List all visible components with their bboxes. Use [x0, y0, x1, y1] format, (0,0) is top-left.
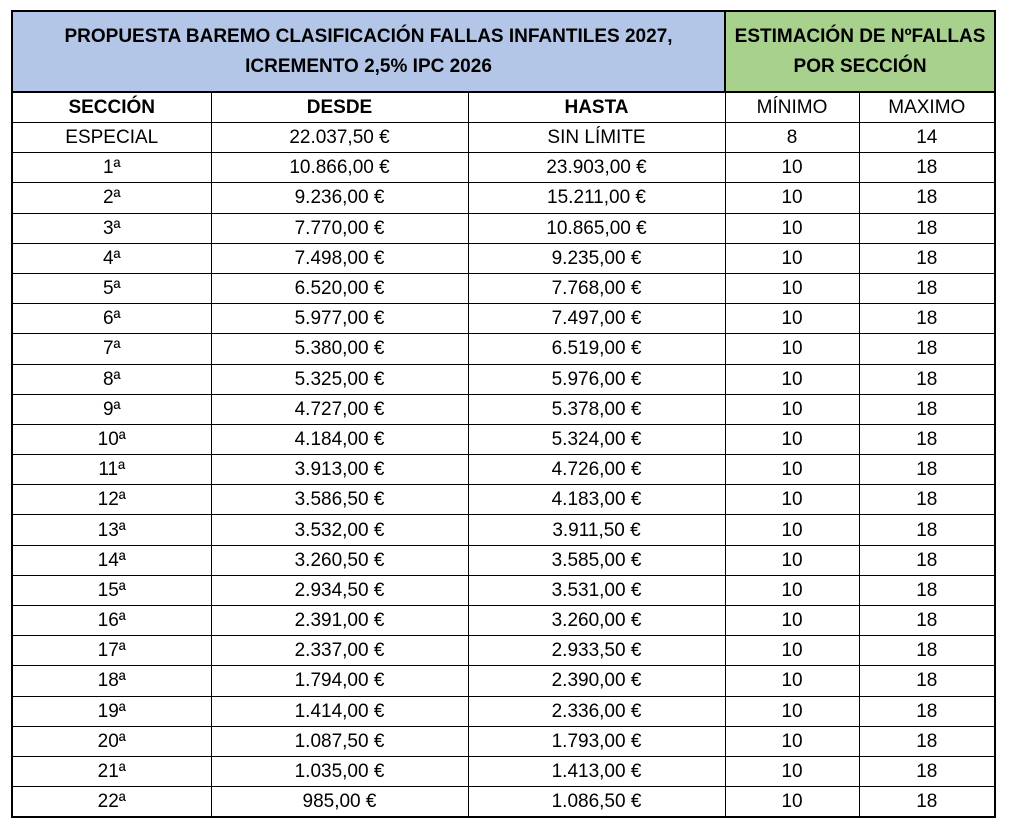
table-body: [12, 123, 995, 818]
table-row: [12, 696, 995, 726]
cell-hasta[interactable]: 23.903,00 €: [468, 153, 725, 183]
table-row: [12, 606, 995, 636]
table-row: [12, 787, 995, 818]
cell-hasta[interactable]: 5.324,00 €: [468, 424, 725, 454]
header-desde[interactable]: DESDE: [211, 92, 468, 123]
estimate-title-cell[interactable]: [725, 11, 995, 92]
cell-hasta[interactable]: 7.497,00 €: [468, 304, 725, 334]
cell-maximo[interactable]: 14: [859, 123, 995, 153]
cell-maximo[interactable]: 18: [859, 545, 995, 575]
cell-seccion[interactable]: 21ª: [12, 756, 211, 786]
estimate-title-line2: POR SECCIÓN: [793, 55, 927, 77]
cell-minimo[interactable]: 10: [725, 636, 859, 666]
cell-maximo[interactable]: 18: [859, 243, 995, 273]
table-row: [12, 304, 995, 334]
cell-desde[interactable]: 6.520,00 €: [211, 273, 468, 303]
cell-desde[interactable]: 7.770,00 €: [211, 213, 468, 243]
cell-desde[interactable]: 2.934,50 €: [211, 575, 468, 605]
cell-minimo[interactable]: 10: [725, 696, 859, 726]
cell-minimo[interactable]: 10: [725, 183, 859, 213]
table-row: [12, 636, 995, 666]
cell-desde[interactable]: 1.087,50 €: [211, 726, 468, 756]
cell-maximo[interactable]: 18: [859, 424, 995, 454]
cell-maximo[interactable]: 18: [859, 485, 995, 515]
cell-seccion[interactable]: 20ª: [12, 726, 211, 756]
table-row: [12, 455, 995, 485]
table-title-cell[interactable]: [12, 11, 725, 92]
table-row: [12, 153, 995, 183]
cell-desde[interactable]: 1.414,00 €: [211, 696, 468, 726]
cell-minimo[interactable]: 10: [725, 575, 859, 605]
table-row: [12, 213, 995, 243]
cell-minimo[interactable]: 10: [725, 787, 859, 818]
cell-desde[interactable]: 5.977,00 €: [211, 304, 468, 334]
cell-hasta[interactable]: 3.260,00 €: [468, 606, 725, 636]
cell-seccion[interactable]: 10ª: [12, 424, 211, 454]
cell-desde[interactable]: 4.184,00 €: [211, 424, 468, 454]
table-row: [12, 273, 995, 303]
cell-hasta[interactable]: 7.768,00 €: [468, 273, 725, 303]
cell-minimo[interactable]: 10: [725, 213, 859, 243]
cell-hasta[interactable]: 9.235,00 €: [468, 243, 725, 273]
estimate-title-line1: ESTIMACIÓN DE NºFALLAS: [734, 25, 986, 47]
cell-maximo[interactable]: 18: [859, 304, 995, 334]
table-row: [12, 756, 995, 786]
cell-desde[interactable]: 3.586,50 €: [211, 485, 468, 515]
table-row: [12, 394, 995, 424]
cell-minimo[interactable]: 10: [725, 606, 859, 636]
cell-maximo[interactable]: 18: [859, 756, 995, 786]
header-row: [12, 92, 995, 123]
cell-seccion[interactable]: 17ª: [12, 636, 211, 666]
cell-desde[interactable]: 9.236,00 €: [211, 183, 468, 213]
cell-hasta[interactable]: SIN LÍMITE: [468, 123, 725, 153]
cell-minimo[interactable]: 10: [725, 455, 859, 485]
cell-maximo[interactable]: 18: [859, 726, 995, 756]
table-title-line2: ICREMENTO 2,5% IPC 2026: [245, 55, 492, 77]
header-minimo[interactable]: MÍNIMO: [725, 92, 859, 123]
cell-minimo[interactable]: 10: [725, 364, 859, 394]
cell-minimo[interactable]: 10: [725, 273, 859, 303]
cell-seccion[interactable]: 1ª: [12, 153, 211, 183]
cell-hasta[interactable]: 2.336,00 €: [468, 696, 725, 726]
cell-maximo[interactable]: 18: [859, 213, 995, 243]
cell-maximo[interactable]: 18: [859, 575, 995, 605]
table-row: [12, 123, 995, 153]
title-row: [12, 11, 995, 92]
cell-hasta[interactable]: 5.378,00 €: [468, 394, 725, 424]
cell-desde[interactable]: 7.498,00 €: [211, 243, 468, 273]
cell-seccion[interactable]: 18ª: [12, 666, 211, 696]
cell-maximo[interactable]: 18: [859, 696, 995, 726]
table-row: [12, 424, 995, 454]
cell-hasta[interactable]: 4.183,00 €: [468, 485, 725, 515]
cell-minimo[interactable]: 10: [725, 756, 859, 786]
cell-maximo[interactable]: 18: [859, 636, 995, 666]
cell-hasta[interactable]: 15.211,00 €: [468, 183, 725, 213]
cell-hasta[interactable]: 2.933,50 €: [468, 636, 725, 666]
cell-desde[interactable]: 2.337,00 €: [211, 636, 468, 666]
header-maximo[interactable]: MAXIMO: [859, 92, 995, 123]
cell-minimo[interactable]: 10: [725, 153, 859, 183]
cell-hasta[interactable]: 10.865,00 €: [468, 213, 725, 243]
table-row: [12, 364, 995, 394]
cell-maximo[interactable]: 18: [859, 364, 995, 394]
table-row: [12, 666, 995, 696]
cell-seccion[interactable]: ESPECIAL: [12, 123, 211, 153]
cell-hasta[interactable]: 4.726,00 €: [468, 455, 725, 485]
cell-seccion[interactable]: 15ª: [12, 575, 211, 605]
cell-maximo[interactable]: 18: [859, 394, 995, 424]
cell-minimo[interactable]: 10: [725, 545, 859, 575]
cell-seccion[interactable]: 16ª: [12, 606, 211, 636]
cell-maximo[interactable]: 18: [859, 273, 995, 303]
cell-desde[interactable]: 3.532,00 €: [211, 515, 468, 545]
table-row: [12, 183, 995, 213]
cell-seccion[interactable]: 2ª: [12, 183, 211, 213]
cell-maximo[interactable]: 18: [859, 606, 995, 636]
cell-hasta[interactable]: 2.390,00 €: [468, 666, 725, 696]
cell-desde[interactable]: 4.727,00 €: [211, 394, 468, 424]
cell-minimo[interactable]: 10: [725, 394, 859, 424]
cell-seccion[interactable]: 3ª: [12, 213, 211, 243]
cell-minimo[interactable]: 10: [725, 424, 859, 454]
cell-seccion[interactable]: 9ª: [12, 394, 211, 424]
cell-minimo[interactable]: 10: [725, 485, 859, 515]
cell-hasta[interactable]: 5.976,00 €: [468, 364, 725, 394]
table-row: [12, 575, 995, 605]
cell-desde[interactable]: 5.325,00 €: [211, 364, 468, 394]
cell-hasta[interactable]: 3.585,00 €: [468, 545, 725, 575]
cell-maximo[interactable]: 18: [859, 666, 995, 696]
table-title-line1: PROPUESTA BAREMO CLASIFICACIÓN FALLAS INFANTILES 2027,: [64, 25, 673, 47]
spreadsheet: [11, 10, 994, 818]
cell-desde[interactable]: 5.380,00 €: [211, 334, 468, 364]
cell-hasta[interactable]: 1.086,50 €: [468, 787, 725, 818]
header-seccion[interactable]: SECCIÓN: [12, 92, 211, 123]
cell-seccion[interactable]: 7ª: [12, 334, 211, 364]
cell-minimo[interactable]: 10: [725, 666, 859, 696]
table-row: [12, 726, 995, 756]
header-hasta[interactable]: HASTA: [468, 92, 725, 123]
cell-maximo[interactable]: 18: [859, 787, 995, 818]
cell-seccion[interactable]: 5ª: [12, 273, 211, 303]
cell-minimo[interactable]: 10: [725, 515, 859, 545]
cell-minimo[interactable]: 10: [725, 304, 859, 334]
cell-maximo[interactable]: 18: [859, 455, 995, 485]
cell-maximo[interactable]: 18: [859, 334, 995, 364]
cell-hasta[interactable]: 3.911,50 €: [468, 515, 725, 545]
cell-seccion[interactable]: 19ª: [12, 696, 211, 726]
cell-minimo[interactable]: 10: [725, 243, 859, 273]
cell-hasta[interactable]: 1.793,00 €: [468, 726, 725, 756]
cell-desde[interactable]: 2.391,00 €: [211, 606, 468, 636]
cell-seccion[interactable]: 12ª: [12, 485, 211, 515]
cell-minimo[interactable]: 10: [725, 334, 859, 364]
cell-seccion[interactable]: 8ª: [12, 364, 211, 394]
table-row: [12, 485, 995, 515]
cell-desde[interactable]: 22.037,50 €: [211, 123, 468, 153]
table-row: [12, 515, 995, 545]
cell-seccion[interactable]: 14ª: [12, 545, 211, 575]
cell-desde[interactable]: 10.866,00 €: [211, 153, 468, 183]
cell-maximo[interactable]: 18: [859, 183, 995, 213]
table-row: [12, 545, 995, 575]
table-row: [12, 334, 995, 364]
cell-seccion[interactable]: 22ª: [12, 787, 211, 818]
cell-maximo[interactable]: 18: [859, 515, 995, 545]
cell-hasta[interactable]: 6.519,00 €: [468, 334, 725, 364]
cell-desde[interactable]: 3.913,00 €: [211, 455, 468, 485]
cell-seccion[interactable]: 4ª: [12, 243, 211, 273]
cell-minimo[interactable]: 8: [725, 123, 859, 153]
cell-seccion[interactable]: 13ª: [12, 515, 211, 545]
cell-maximo[interactable]: 18: [859, 153, 995, 183]
cell-hasta[interactable]: 1.413,00 €: [468, 756, 725, 786]
cell-hasta[interactable]: 3.531,00 €: [468, 575, 725, 605]
cell-seccion[interactable]: 6ª: [12, 304, 211, 334]
cell-desde[interactable]: 985,00 €: [211, 787, 468, 818]
cell-desde[interactable]: 1.794,00 €: [211, 666, 468, 696]
cell-desde[interactable]: 3.260,50 €: [211, 545, 468, 575]
cell-seccion[interactable]: 11ª: [12, 455, 211, 485]
classification-table: [11, 10, 996, 818]
cell-desde[interactable]: 1.035,00 €: [211, 756, 468, 786]
table-row: [12, 243, 995, 273]
cell-minimo[interactable]: 10: [725, 726, 859, 756]
